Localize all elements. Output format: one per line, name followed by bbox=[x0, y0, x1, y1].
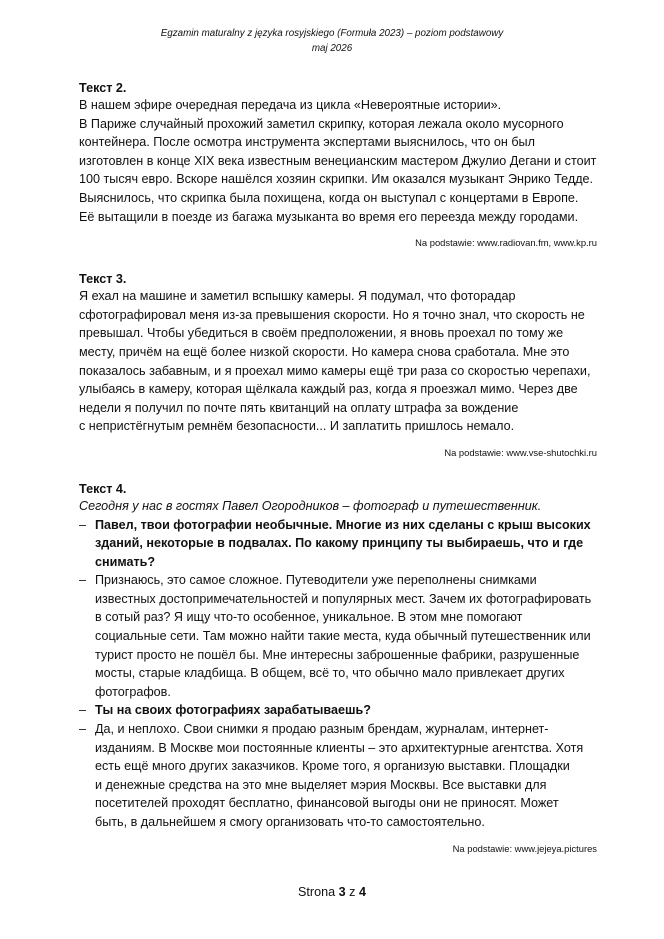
text-4-section bbox=[79, 481, 597, 856]
answer-2-line: есть ещё много других заказчиков. Кроме того, я организую выставки. Площадки bbox=[95, 759, 570, 774]
dialogue-dash: – bbox=[79, 703, 87, 718]
answer-2-line: изданиям. В Москве мои постоянные клиенты – это архитектурные агентства. Хотя bbox=[95, 740, 584, 755]
text-3-line: с непристёгнутым ремнём безопасности... И заплатить пришлось немало. bbox=[79, 419, 515, 434]
interview-question-2 bbox=[79, 701, 597, 720]
question-1-line: снимать? bbox=[95, 554, 156, 569]
answer-2-line: посетителей проходят бесплатно, финансовой выгоды они не приносят. Может bbox=[95, 796, 559, 811]
text-2-line: Выяснилось, что скрипка была похищена, когда он выступал с концертами в Европе. bbox=[79, 190, 579, 205]
text-2-body bbox=[79, 96, 597, 226]
page-footer bbox=[0, 885, 664, 899]
text-3-line: улыбаясь в камеру, которая щёлкала каждый раз, когда я проезжал мимо. Через две bbox=[79, 382, 578, 397]
answer-2-line: и денежные средства на это мне выделяет мэрия Москвы. Все выставки для bbox=[95, 777, 547, 792]
page-label: Strona bbox=[298, 885, 336, 899]
text-3-line: показалось забавным, и я проехал мимо камеры ещё три раза со скоростью черепахи, bbox=[79, 363, 591, 378]
page-header bbox=[0, 26, 664, 56]
text-3-line: Я ехал на машине и заметил вспышку камеры. Я подумал, что фоторадар bbox=[79, 289, 516, 304]
interview-answer-1 bbox=[79, 571, 597, 701]
text-3-section bbox=[79, 271, 597, 460]
answer-1-line: Признаюсь, это самое сложное. Путеводители уже переполнены снимками bbox=[95, 573, 537, 588]
answer-1-line: социальные сети. Там можно найти такие места, куда обычный путешественник или bbox=[95, 629, 591, 644]
text-2-section bbox=[79, 80, 597, 250]
answer-1-line: фотографов. bbox=[95, 684, 171, 699]
text-4-intro: Сегодня у нас в гостях Павел Огородников – фотограф и путешественник. bbox=[79, 498, 542, 513]
answer-1-line: турист просто не пошёл бы. Мне интересны заброшенные фабрики, разрушенные bbox=[95, 647, 580, 662]
page-separator: z bbox=[349, 885, 356, 899]
text-2-line: Её вытащили в поезде из багажа музыканта во время его переезда между городами. bbox=[79, 209, 579, 224]
answer-2-line: быть, в дальнейшем я смогу организовать что-то самостоятельно. bbox=[95, 815, 485, 829]
text-3-line: недели я получил по почте пять квитанций на оплату штрафа за вождение bbox=[79, 400, 519, 415]
page-number: 3 bbox=[338, 885, 346, 899]
interview-answer-2 bbox=[79, 720, 597, 832]
text-2-source: Na podstawie: www.radiovan.fm, www.kp.ru bbox=[415, 237, 597, 249]
answer-1-line: мосты, старые кладбища. В общем, всё то, что обычно мало привлекает других bbox=[95, 666, 565, 681]
dialogue-dash: – bbox=[79, 517, 87, 532]
dialogue-dash: – bbox=[79, 573, 87, 588]
text-2-line: В Париже случайный прохожий заметил скрипку, которая лежала около мусорного bbox=[79, 116, 564, 131]
text-3-source: Na podstawie: www.vse-shutochki.ru bbox=[444, 446, 597, 458]
text-4-title: Текст 4. bbox=[79, 481, 127, 496]
header-date: maj 2026 bbox=[311, 43, 353, 54]
page-content bbox=[79, 80, 597, 856]
interview-question-1 bbox=[79, 516, 597, 572]
page-total: 4 bbox=[358, 885, 366, 899]
text-3-line: месту, причём на ещё более низкой скорости. Но камера снова сработала. Мне это bbox=[79, 344, 570, 359]
text-2-line: изготовлен в конце XIX века известным венецианским мастером Джулио Дегани и стоит bbox=[79, 153, 597, 168]
text-3-body bbox=[79, 287, 597, 436]
answer-1-line: известных достопримечательностей и популярных мест. Зачем их фотографировать bbox=[95, 591, 592, 606]
text-4-source: Na podstawie: www.jejeya.pictures bbox=[452, 842, 597, 854]
question-2-line: Ты на своих фотографиях зарабатываешь? bbox=[95, 703, 371, 718]
text-2-title: Текст 2. bbox=[79, 81, 127, 95]
text-3-line: превышал. Чтобы убедиться в своём предположении, я вновь проехал по тому же bbox=[79, 326, 564, 341]
text-2-line: 100 тысяч евро. Вскоре нашёлся хозяин скрипки. Им оказался музыкант Энрико Тедде. bbox=[79, 172, 594, 187]
text-2-line: контейнера. После осмотра инструмента экспертами выяснилось, что он был bbox=[79, 135, 535, 150]
header-exam-title: Egzamin maturalny z języka rosyjskiego (Formuła 2023) – poziom podstawowy bbox=[160, 28, 504, 39]
text-3-title: Текст 3. bbox=[79, 272, 127, 287]
answer-2-line: Да, и неплохо. Свои снимки я продаю разным брендам, журналам, интернет- bbox=[95, 722, 549, 737]
answer-1-line: в сотый раз? Я ищу что-то особенное, уникальное. В этом мне помогают bbox=[95, 610, 523, 625]
question-1-line: Павел, твои фотографии необычные. Многие из них сделаны с крыш высоких bbox=[95, 517, 591, 532]
text-2-line: В нашем эфире очередная передача из цикла «Невероятные истории». bbox=[79, 98, 502, 112]
question-1-line: зданий, некоторые в подвалах. По какому принципу ты выбираешь, что и где bbox=[95, 536, 584, 551]
text-3-line: сфотографировал меня из-за превышения скорости. Но я точно знал, что скорость не bbox=[79, 307, 585, 322]
dialogue-dash: – bbox=[79, 722, 87, 737]
